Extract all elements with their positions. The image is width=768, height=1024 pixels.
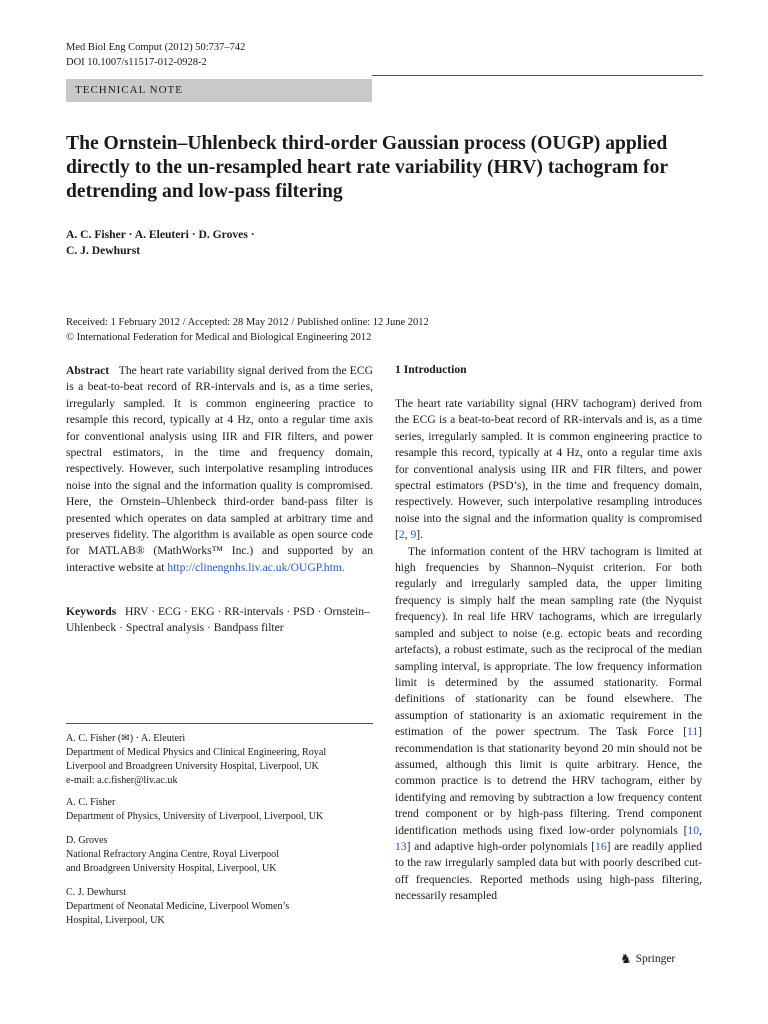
citation-link[interactable]: 13 [395,839,407,853]
affiliation-name: A. C. Fisher [66,797,116,808]
intro-text: The information content of the HRV tachogram is limited at high frequencies by Shannon–Nyquist criterion. For both regularly and irregularly sampled data, the upper limiting frequency is simply half the mean sampling rate (the Nyquist frequency). In real life HRV tachograms, which are irregularly sampled and subject to noise (e.g. ectopic beats and recording artefacts), a robust estimate, such as the reciprocal of the median sampling interval, is appropriate. The low frequency information limit is determined by the assumed stationarity. Formal definitions of stationarity can be found elsewhere. The assumption of stationarity is an axiomatic requirement in the estimation of the power spectrum. The Task Force [ [395,544,702,739]
affiliation-block [66,732,373,788]
ougp-website-link[interactable]: http://clinengnhs.liv.ac.uk/OUGP.htm. [167,560,345,574]
copyright-notice: © International Federation for Medical and Biological Engineering 2012 [66,332,372,343]
citation-link[interactable]: 16 [595,839,607,853]
keywords-section [66,604,373,637]
intro-text: ] and adaptive high-order polynomials [ [406,839,596,853]
keywords-text: HRV · ECG · EKG · RR-intervals · PSD · Ornstein–Uhlenbeck · Spectral analysis · Bandpass filter [66,605,370,635]
affiliation-line: Department of Neonatal Medicine, Liverpool Women’s [66,901,290,912]
affiliation-name: A. C. Fisher (✉) · A. Eleuteri [66,733,186,744]
affiliation-block [66,796,373,824]
affiliation-block [66,834,373,876]
affiliation-name: D. Groves [66,835,108,846]
affiliation-line: Liverpool and Broadgreen University Hospital, Liverpool, UK [66,761,319,772]
intro-text: ] are readily applied to the raw irregularly sampled data but with poorly described cut-off frequencies. Reported methods using high-pass filtering, necessarily resampled [395,839,702,903]
introduction-body [395,396,702,905]
email-link[interactable]: e-mail: a.c.fisher@liv.ac.uk [66,775,178,786]
intro-text: , [404,528,411,542]
journal-citation: Med Biol Eng Comput (2012) 50:737–742 [66,42,246,53]
author-list [66,227,255,259]
dates-history: Received: 1 February 2012 / Accepted: 28 May 2012 / Published online: 12 June 2012 [66,317,429,328]
intro-text: , [699,823,702,837]
affiliation-block [66,886,373,928]
publication-history [66,315,429,345]
abstract-heading: Abstract [66,364,110,377]
keywords-heading: Keywords [66,605,117,618]
springer-horse-icon: ♞ [620,951,632,966]
publisher-name: Springer [635,953,676,965]
citation-link[interactable]: 10 [687,823,700,837]
affiliation-line: Hospital, Liverpool, UK [66,915,165,926]
section-heading-introduction: 1 Introduction [395,363,467,376]
authors-line-2: C. J. Dewhurst [66,244,141,257]
header-rule [372,75,703,76]
affiliation-name: C. J. Dewhurst [66,887,127,898]
citation-link[interactable]: 2 [398,528,405,542]
affiliation-line: Department of Physics, University of Liverpool, Liverpool, UK [66,811,324,822]
intro-text: ] recommendation is that stationarity beyond 20 min should not be assumed, although this limit is quite arbitrary. Hence, the common practice is to detrend the HRV tachogram, either by identifying and removing by subtraction a low frequency content trend component or by high-pass filtering. Trend component identification methods using fixed low-order polynomials [ [395,725,702,837]
article-type-banner: TECHNICAL NOTE [66,79,372,102]
citation-link[interactable]: 11 [686,725,699,739]
journal-doi: DOI 10.1007/s11517-012-0928-2 [66,57,207,68]
affiliation-line: and Broadgreen University Hospital, Liverpool, UK [66,863,277,874]
abstract-section [66,363,373,576]
authors-line-1: A. C. Fisher · A. Eleuteri · D. Groves · [66,228,255,241]
affiliations-rule [66,723,373,724]
publisher-footer [620,951,675,967]
intro-paragraph-1 [395,396,702,544]
intro-text: The heart rate variability signal (HRV tachogram) derived from the ECG is a beat-to-beat record of RR-intervals and is, as a time series, irregularly sampled. It is common engineering practice to resample this record, typically at 4 Hz, onto a regular time axis for conventional analysis using IIR and FIR filters, and power spectral estimators (PSD’s), in the time and frequency domain, respectively. However, such interpolative resampling introduces noise into the signal and the information quality is compromised [ [395,397,702,542]
affiliation-line: National Refractory Angina Centre, Royal Liverpool [66,849,280,860]
intro-paragraph-2 [395,544,702,905]
journal-header [66,40,245,70]
intro-text: ]. [416,528,424,542]
article-title: The Ornstein–Uhlenbeck third-order Gaussian process (OUGP) applied directly to the un-resampled heart rate variability (HRV) tachogram for detrending and low-pass filtering [66,133,668,202]
abstract-text: The heart rate variability signal derived from the ECG is a beat-to-beat record of RR-intervals and is, as a time series, irregularly sampled. It is common engineering practice to resample this record, typically at 4 Hz, onto a regular time axis for conventional analysis using IIR and FIR filters, and power spectral estimators, in the time and frequency domain, respectively. However, such interpolative resampling introduces noise into the signal and the information quality is compromised. Here, the Ornstein–Uhlenbeck third-order band-pass filter is presented which operates on data sampled at arbitrary time and preserves fidelity. The algorithm is available as open source code for MATLAB® (MathWorks™ Inc.) and supported by an interactive website at [66,364,373,574]
affiliation-line: Department of Medical Physics and Clinical Engineering, Royal [66,747,327,758]
citation-link[interactable]: 9 [410,528,417,542]
